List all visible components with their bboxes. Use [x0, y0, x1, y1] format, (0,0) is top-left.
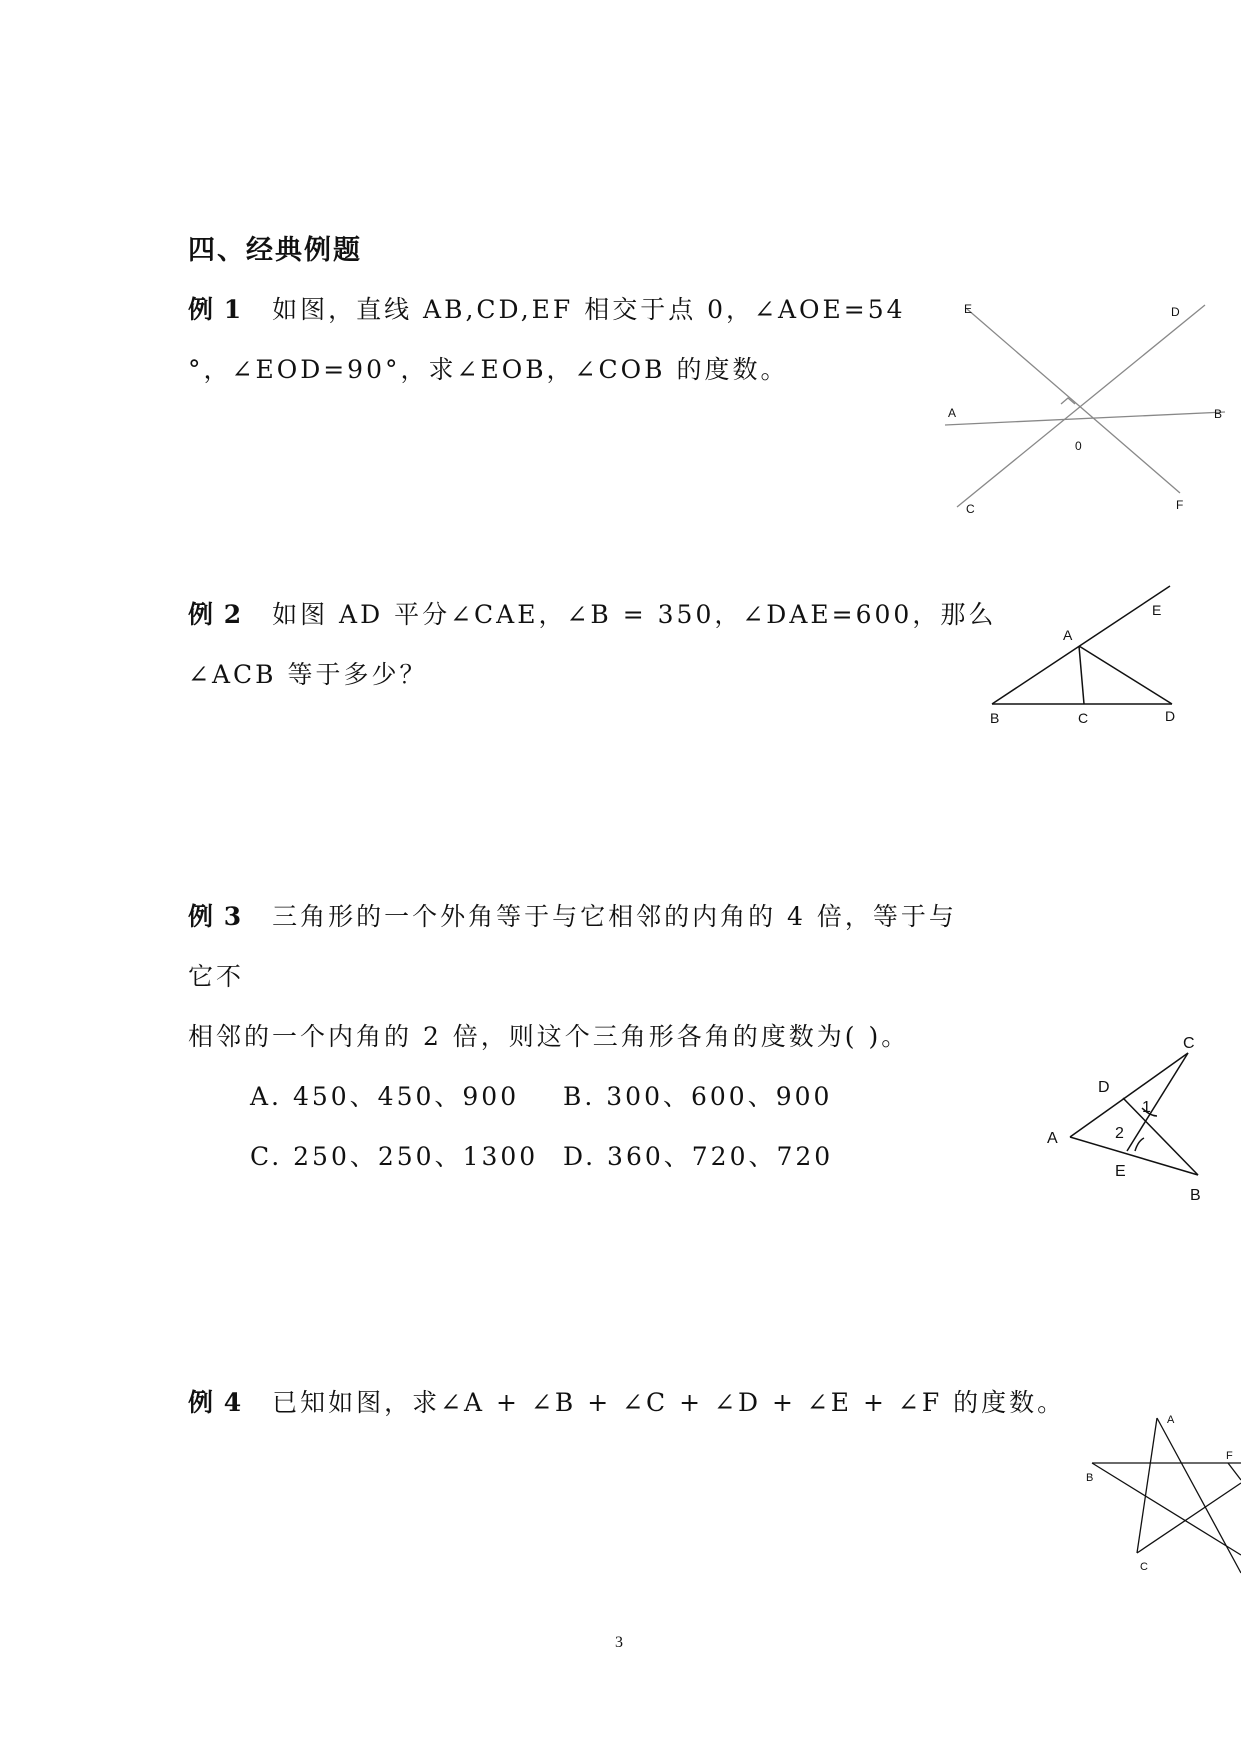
segment-c-right [1137, 1483, 1241, 1553]
example-3-line-3: 相邻的一个内角的 2 倍，则这个三角形各角的度数为( )。 [188, 1022, 910, 1051]
label-a: A [948, 406, 957, 420]
label-o: 0 [1075, 439, 1082, 453]
label-c: C [1140, 1561, 1148, 1573]
segment-ac [1079, 646, 1084, 704]
segment-ad [1079, 646, 1172, 704]
option-d: D. 360、720、720 [563, 1142, 834, 1171]
angle-1-label: 1 [1142, 1099, 1151, 1116]
label-e: E [1115, 1163, 1126, 1180]
example-3-line-2: 它不 [188, 962, 245, 991]
line-ab [945, 412, 1225, 425]
angle-2-arc [1135, 1138, 1144, 1151]
label-a: A [1167, 1414, 1175, 1426]
example-1-text-1: 如图，直线 AB,CD,EF 相交于点 0，∠AOE=54 [272, 295, 906, 324]
figure-4-star [1075, 1405, 1241, 1580]
segment-f-right [1228, 1463, 1241, 1480]
segment-a-right [1157, 1418, 1241, 1573]
label-a: A [1047, 1130, 1058, 1147]
page-number: 3 [615, 1634, 623, 1651]
example-3-line-1 [188, 897, 957, 933]
line-ef [967, 309, 1180, 493]
label-e: E [1152, 602, 1162, 618]
segment-cd-e [1127, 1053, 1188, 1151]
label-c: C [1183, 1035, 1195, 1052]
label-d: D [1165, 708, 1176, 724]
label-a: A [1063, 627, 1073, 643]
option-c: C. 250、250、1300 [250, 1142, 539, 1171]
label-f: F [1176, 498, 1184, 512]
option-b: B. 300、600、900 [563, 1082, 833, 1111]
example-2-label: 例 2 [188, 600, 243, 629]
segment-b-right [1092, 1463, 1241, 1555]
example-2-text-1: 如图 AD 平分∠CAE，∠B = 350，∠DAE=600，那么 [272, 600, 997, 629]
section-title: 四、经典例题 [188, 235, 362, 266]
label-b: B [1190, 1187, 1201, 1204]
label-d: D [1171, 305, 1180, 319]
label-b: B [1086, 1472, 1094, 1484]
label-c: C [966, 502, 975, 516]
example-2-line-2: ∠ACB 等于多少？ [188, 660, 428, 689]
line-cd [957, 305, 1205, 507]
figure-1-intersecting-lines [935, 295, 1225, 520]
example-4-line-1 [188, 1383, 1065, 1419]
option-a: A. 450、450、900 [250, 1082, 520, 1111]
example-1-label: 例 1 [188, 295, 243, 324]
segment-ac [1137, 1418, 1157, 1553]
example-1-line-1 [188, 290, 906, 326]
angle-2-label: 2 [1115, 1125, 1124, 1142]
example-2-line-1 [188, 595, 996, 631]
label-d: D [1098, 1079, 1110, 1096]
label-c: C [1078, 710, 1089, 726]
example-4-label: 例 4 [188, 1388, 243, 1417]
label-b: B [990, 710, 1000, 726]
example-3-text-1: 三角形的一个外角等于与它相邻的内角的 4 倍，等于与 [272, 902, 957, 931]
segment-ac [1070, 1053, 1188, 1137]
example-3-label: 例 3 [188, 902, 243, 931]
figure-2-triangle [980, 580, 1190, 730]
label-f: F [1226, 1450, 1233, 1462]
label-e: E [964, 302, 973, 316]
example-4-text-1: 已知如图，求∠A + ∠B + ∠C + ∠D + ∠E + ∠F 的度数。 [272, 1388, 1066, 1417]
example-1-line-2: °，∠EOD=90°，求∠EOB，∠COB 的度数。 [188, 355, 789, 384]
figure-3-triangle [1040, 1030, 1210, 1210]
label-b: B [1214, 407, 1223, 421]
